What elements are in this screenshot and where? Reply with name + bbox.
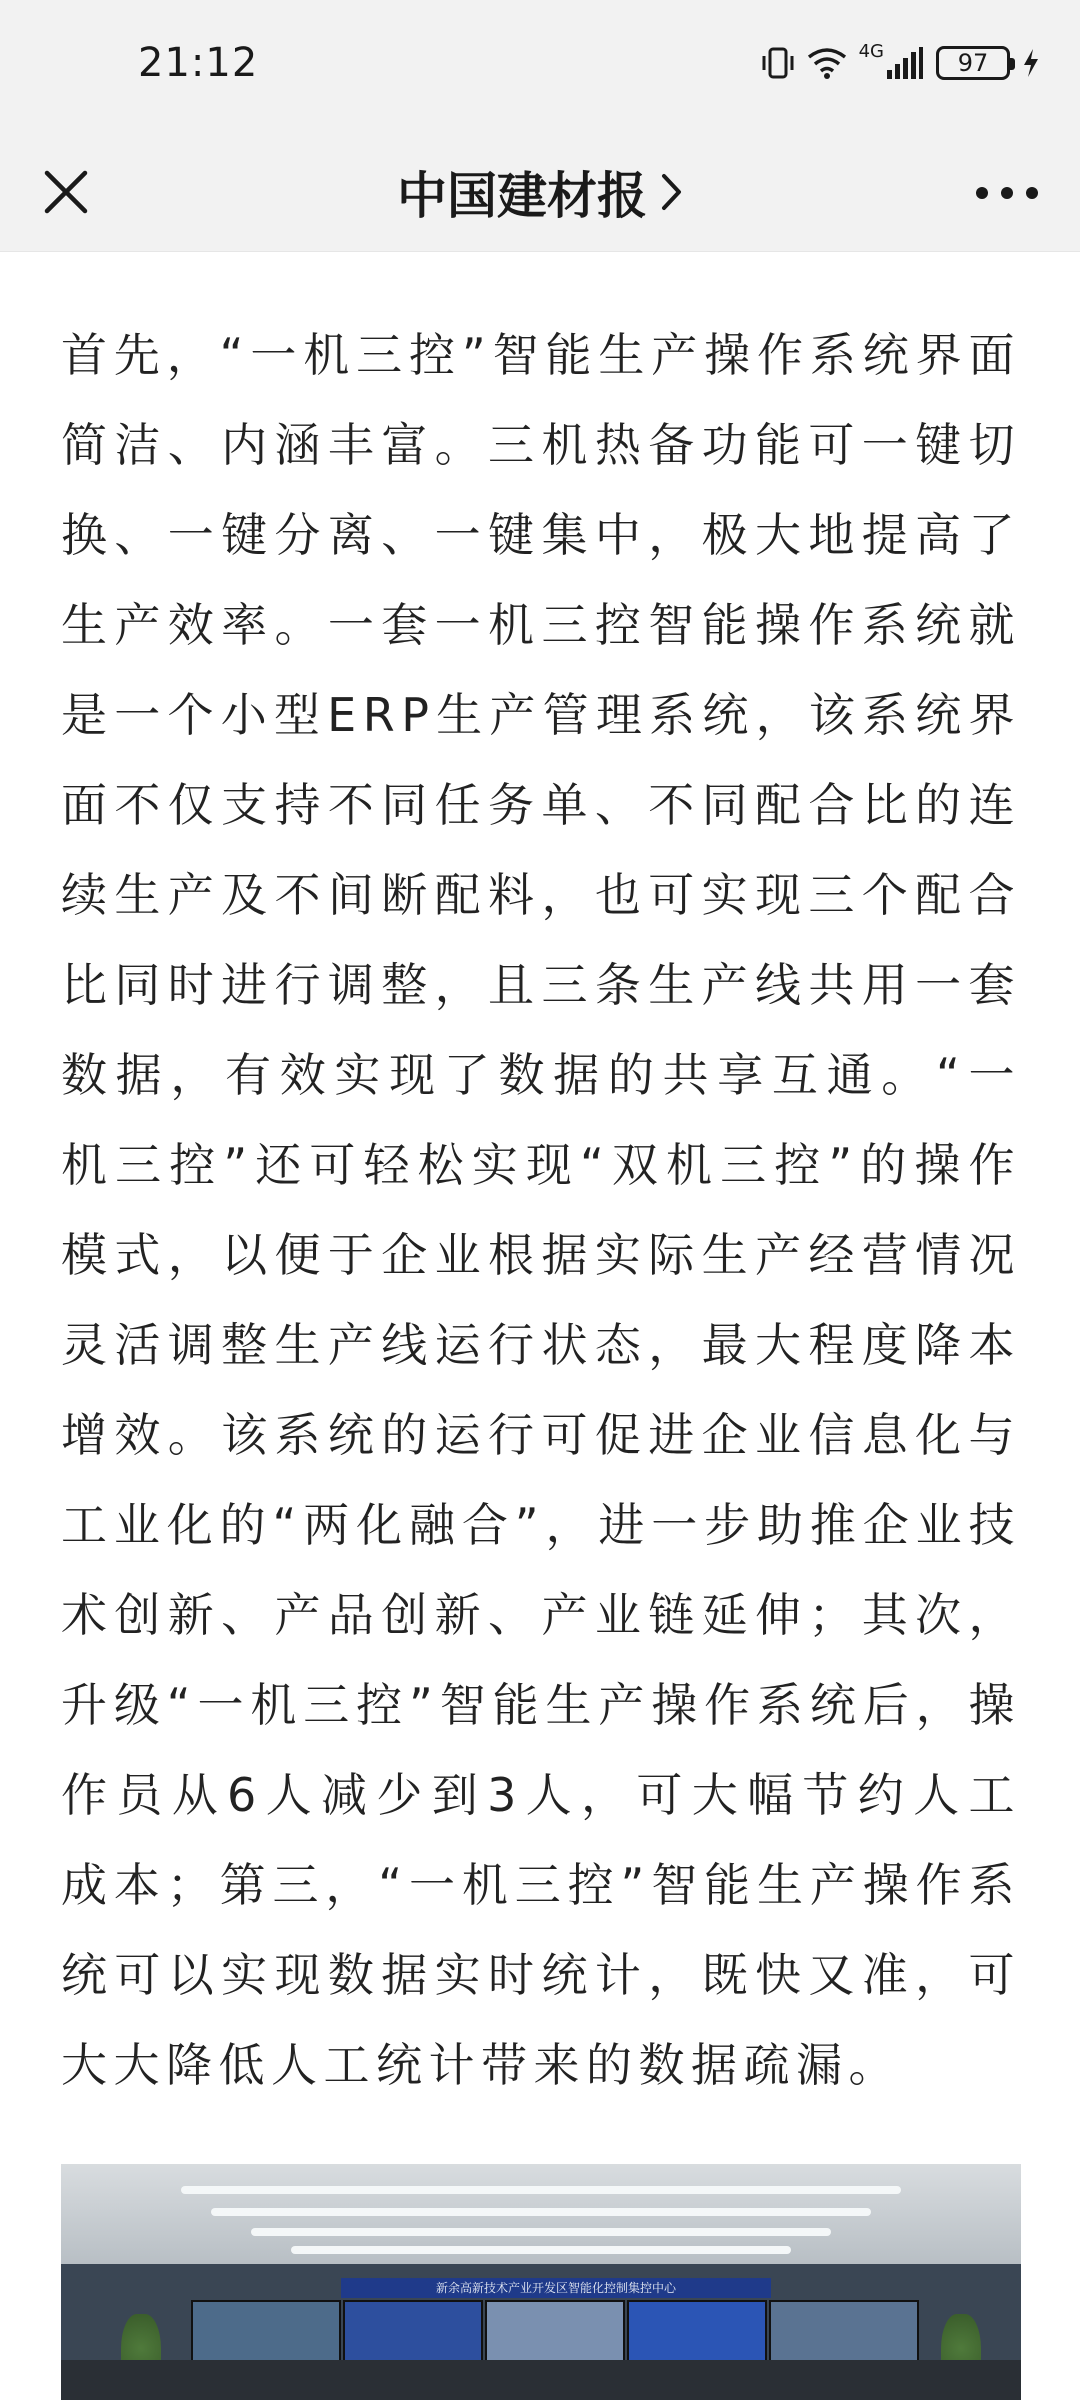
network-type: 4G — [858, 40, 884, 62]
more-icon — [975, 186, 1039, 200]
nav-bar — [0, 130, 1080, 252]
status-bar — [0, 0, 1080, 130]
chevron-right-icon — [661, 173, 683, 211]
photo-desks — [61, 2360, 1021, 2400]
article-body — [61, 310, 1021, 2110]
account-title-link[interactable] — [0, 156, 1080, 228]
status-time: 21:12 — [138, 40, 259, 86]
photo-banner: 新余高新技术产业开发区智能化控制集控中心 — [341, 2278, 771, 2298]
article-photo[interactable] — [61, 2164, 1021, 2400]
article-paragraph: 首先，“一机三控”智能生产操作系统界面简洁、内涵丰富。三机热备功能可一键切换、一键分离、一键集中，极大地提高了生产效率。一套一机三控智能操作系统就是一个小型ERP生产管理系统，该系统界面不仅支持不同任务单、不同配合比的连续生产及不间断配料，也可实现三个配合比同时进行调整，且三条生产线共用一套数据，有效实现了数据的共享互通。“一机三控”还可轻松实现“双机三控”的操作模式，以便于企业根据实际生产经营情况灵活调整生产线运行状态，最大程度降本增效。该系统的运行可促进企业信息化与工业化的“两化融合”，进一步助推企业技术创新、产品创新、产业链延伸；其次，升级“一机三控”智能生产操作系统后，操作员从6人减少到3人，可大幅节约人工成本；第三，“一机三控”智能生产操作系统可以实现数据实时统计，既快又准，可大大降低人工统计带来的数据疏漏。 — [61, 328, 1021, 2092]
status-icons — [761, 40, 1040, 80]
more-button[interactable] — [962, 158, 1052, 228]
battery-indicator — [936, 46, 1010, 80]
vibrate-icon — [761, 46, 795, 80]
charging-icon — [1022, 48, 1040, 78]
page-title: 中国建材报 — [397, 167, 647, 225]
battery-level: 97 — [957, 49, 989, 77]
photo-ceiling — [61, 2164, 1021, 2274]
wifi-icon — [807, 47, 847, 79]
signal-icon — [886, 46, 924, 80]
